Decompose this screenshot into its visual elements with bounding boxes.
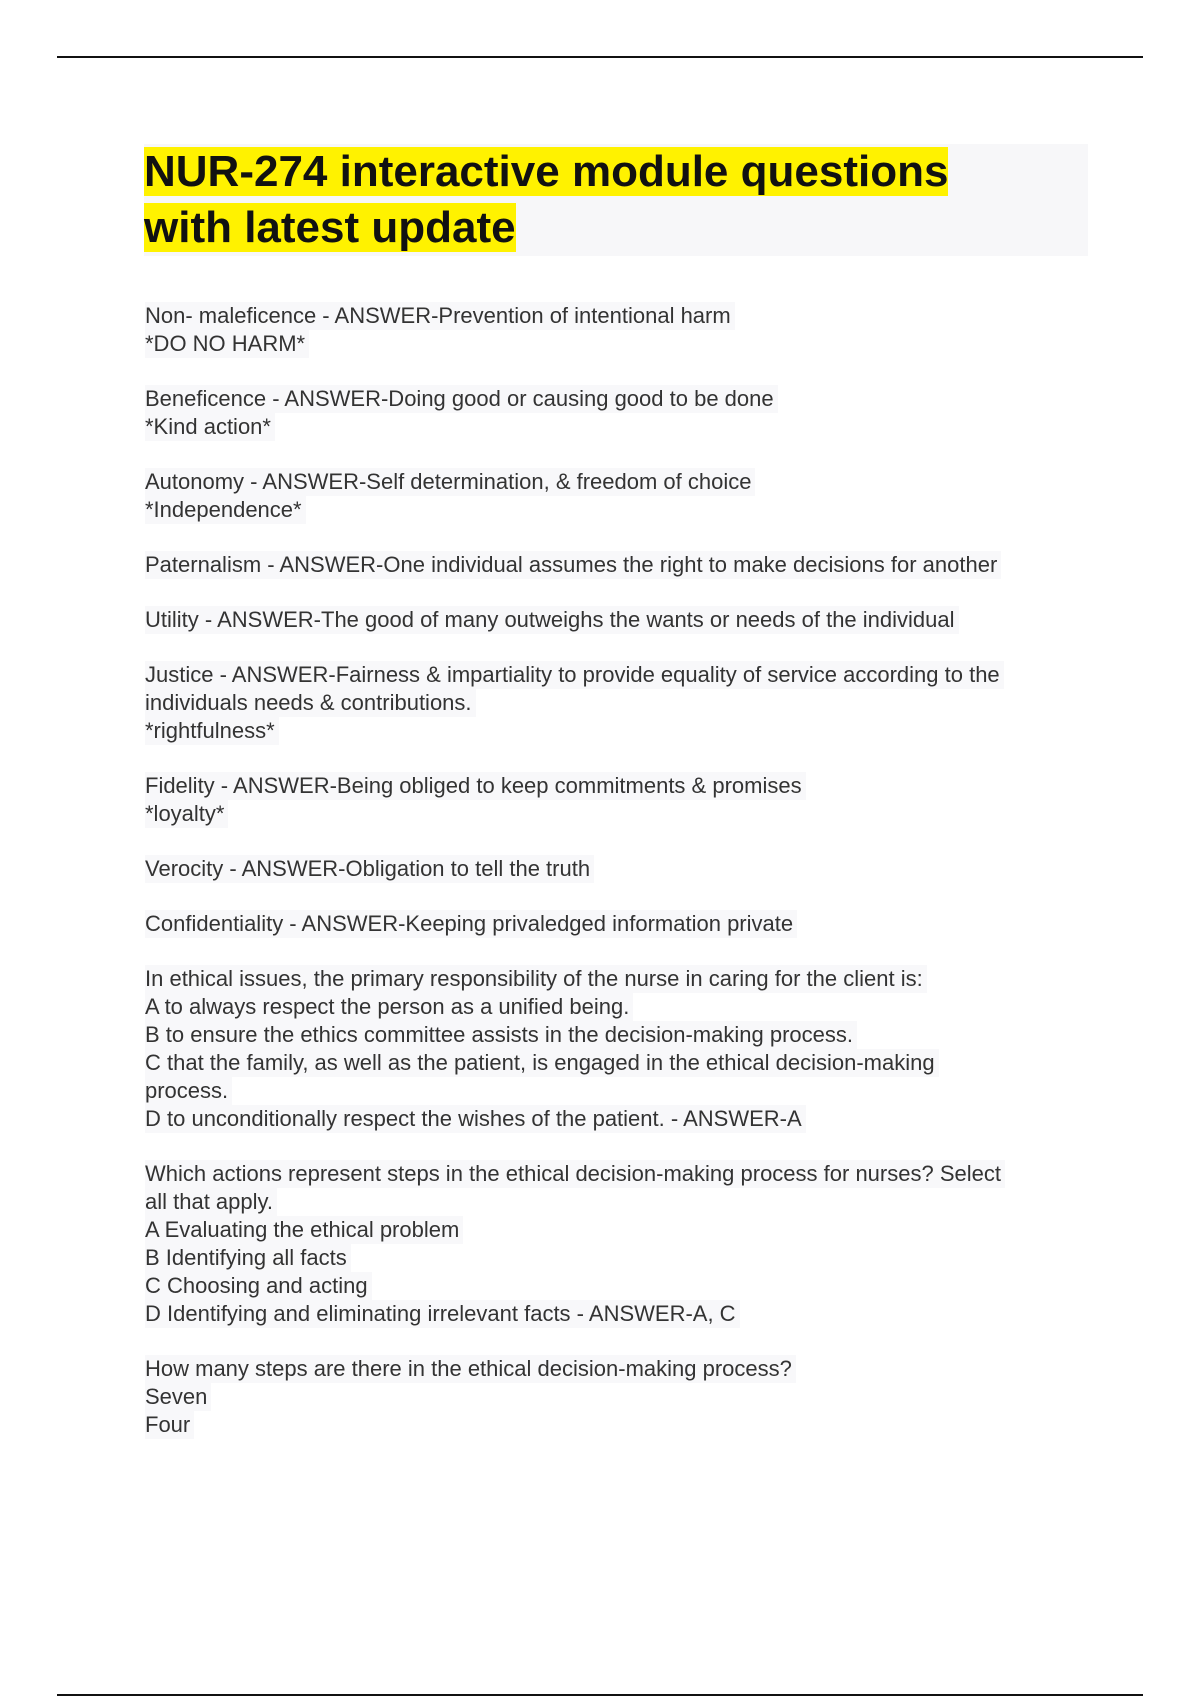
qa-line: B Identifying all facts: [145, 1244, 351, 1272]
qa-entry: [145, 302, 1089, 358]
qa-line: Confidentiality - ANSWER-Keeping privaledged information private: [145, 910, 797, 938]
qa-line: Verocity - ANSWER-Obligation to tell the truth: [145, 855, 594, 883]
qa-line: *Independence*: [145, 496, 306, 524]
qa-line: Paternalism - ANSWER-One individual assumes the right to make decisions for another: [145, 551, 1001, 579]
qa-line: Autonomy - ANSWER-Self determination, & freedom of choice: [145, 468, 755, 496]
qa-line: Beneficence - ANSWER-Doing good or causing good to be done: [145, 385, 778, 413]
qa-line: Fidelity - ANSWER-Being obliged to keep commitments & promises: [145, 772, 806, 800]
qa-line: Justice - ANSWER-Fairness & impartiality to provide equality of service according to the: [145, 661, 1004, 689]
qa-entry: [145, 661, 1089, 745]
qa-entry: [145, 468, 1089, 524]
qa-line: Which actions represent steps in the ethical decision-making process for nurses? Select: [145, 1160, 1005, 1188]
qa-line: C Choosing and acting: [145, 1272, 372, 1300]
qa-entry: [145, 772, 1089, 828]
qa-line: Non- maleficence - ANSWER-Prevention of intentional harm: [145, 302, 735, 330]
qa-line: C that the family, as well as the patient, is engaged in the ethical decision-making: [145, 1049, 939, 1077]
qa-line: all that apply.: [145, 1188, 277, 1216]
qa-entry: [145, 910, 1089, 938]
qa-line: process.: [145, 1077, 232, 1105]
qa-list: [145, 302, 1089, 1466]
qa-line: *loyalty*: [145, 800, 228, 828]
qa-line: Seven: [145, 1383, 211, 1411]
document-title: [144, 144, 1088, 256]
qa-line: Four: [145, 1411, 194, 1439]
qa-line: A to always respect the person as a unified being.: [145, 993, 633, 1021]
qa-line: In ethical issues, the primary responsibility of the nurse in caring for the client is:: [145, 965, 927, 993]
qa-line: D Identifying and eliminating irrelevant facts - ANSWER-A, C: [145, 1300, 740, 1328]
qa-entry: [145, 855, 1089, 883]
top-rule: [57, 56, 1143, 58]
qa-entry: [145, 551, 1089, 579]
qa-line: Utility - ANSWER-The good of many outweighs the wants or needs of the individual: [145, 606, 959, 634]
title-line-1: NUR-274 interactive module questions: [144, 147, 949, 196]
qa-entry: [145, 606, 1089, 634]
qa-line: D to unconditionally respect the wishes of the patient. - ANSWER-A: [145, 1105, 806, 1133]
qa-entry: [145, 1355, 1089, 1439]
qa-line: *Kind action*: [145, 413, 275, 441]
qa-line: individuals needs & contributions.: [145, 689, 476, 717]
qa-entry: [145, 385, 1089, 441]
qa-line: A Evaluating the ethical problem: [145, 1216, 463, 1244]
bottom-rule: [57, 1694, 1143, 1696]
title-line-2: with latest update: [144, 203, 516, 252]
qa-entry: [145, 1160, 1089, 1328]
title-block: [144, 144, 1088, 256]
qa-line: How many steps are there in the ethical decision-making process?: [145, 1355, 796, 1383]
qa-entry: [145, 965, 1089, 1133]
qa-line: B to ensure the ethics committee assists in the decision-making process.: [145, 1021, 857, 1049]
qa-line: *DO NO HARM*: [145, 330, 309, 358]
qa-line: *rightfulness*: [145, 717, 279, 745]
